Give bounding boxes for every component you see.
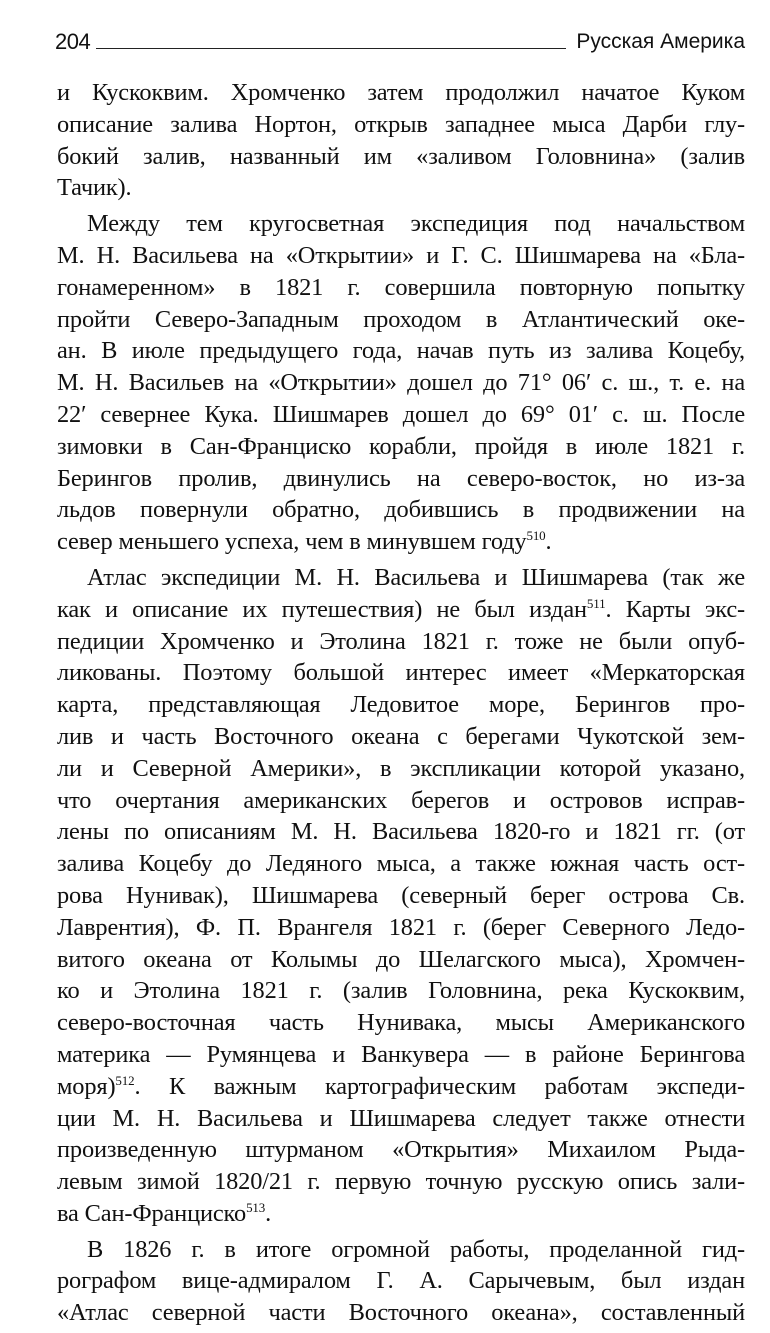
text-line: северо-восточная часть Нунивака, мысы Американского xyxy=(57,1009,745,1037)
text-line: Тачик). xyxy=(57,174,132,202)
text-line: ан. В июле предыдущего года, начав путь из залива Коцебу, xyxy=(57,337,745,365)
text-line: В 1826 г. в итоге огромной работы, проделанной гид- xyxy=(87,1235,745,1263)
text-line xyxy=(57,594,745,626)
paragraph-1 xyxy=(57,77,745,204)
running-title: Русская Америка xyxy=(576,30,745,53)
text-fragment: . Карты экс- xyxy=(605,595,745,623)
body-text xyxy=(57,77,745,1333)
text-line xyxy=(57,1071,745,1103)
text-line: гонамеренном» в 1821 г. совершила повторную попытку xyxy=(57,273,745,301)
text-line: рографом вице-адмиралом Г. А. Сарычевым, был издан xyxy=(57,1267,745,1295)
text-line: «Атлас северной части Восточного океана», составленный xyxy=(57,1299,745,1327)
text-line: 22′ севернее Кука. Шишмарев дошел до 69° 01′ с. ш. После xyxy=(57,400,745,428)
footnote-ref: 512 xyxy=(115,1072,135,1088)
text-line: бокий залив, названный им «заливом Головнина» (залив xyxy=(57,142,745,170)
text-line: витого океана от Колымы до Шелагского мыса), Хромчен- xyxy=(57,945,745,973)
text-line: педиции Хромченко и Этолина 1821 г. тоже не были опуб- xyxy=(57,627,745,655)
text-line: карта, представляющая Ледовитое море, Берингов про- xyxy=(57,691,745,719)
text-line: залива Коцебу до Ледяного мыса, а также южная часть ост- xyxy=(57,850,745,878)
text-line: Атлас экспедиции М. Н. Васильева и Шишмарева (так же xyxy=(87,563,745,591)
footnote-ref: 510 xyxy=(526,528,546,544)
text-line: ко и Этолина 1821 г. (залив Головнина, река Кускоквим, xyxy=(57,977,745,1005)
text-line: произведенную штурманом «Открытия» Михаилом Рыда- xyxy=(57,1136,745,1164)
text-line: ли и Северной Америки», в экспликации которой указано, xyxy=(57,754,745,782)
text-fragment: ва Сан-Франциско xyxy=(57,1199,247,1227)
text-line: лив и часть Восточного океана с берегами Чукотской зем- xyxy=(57,722,745,750)
text-line: пройти Северо-Западным проходом в Атлантический оке- xyxy=(57,305,745,333)
text-fragment: . xyxy=(265,1199,272,1227)
text-line: и Кускоквим. Хромченко затем продолжил начатое Куком xyxy=(57,79,745,106)
footnote-ref: 511 xyxy=(586,595,606,611)
text-fragment: как и описание их путешествия) не был издан xyxy=(57,595,587,623)
text-line: зимовки в Сан-Франциско корабли, пройдя в июле 1821 г. xyxy=(57,432,745,460)
text-line: описание залива Нортон, открыв западнее мыса Дарби глу- xyxy=(57,110,745,138)
page-number: 204 xyxy=(55,29,91,54)
paragraph-2 xyxy=(57,208,745,558)
text-line: льдов повернули обратно, добившись в продвижении на xyxy=(57,496,745,524)
text-line: М. Н. Васильева на «Открытии» и Г. С. Шишмарева на «Бла- xyxy=(57,241,745,269)
text-fragment: север меньшего успеха, чем в минувшем году xyxy=(57,528,527,556)
text-line: М. Н. Васильев на «Открытии» дошел до 71° 06′ с. ш., т. е. на xyxy=(57,369,745,397)
paragraph-3 xyxy=(57,562,745,1230)
text-line: рова Нунивак), Шишмарева (северный берег острова Св. xyxy=(57,881,745,909)
text-line: Берингов пролив, двинулись на северо-восток, но из-за xyxy=(57,464,745,492)
text-line: лены по описаниям М. Н. Васильева 1820-го и 1821 гг. (от xyxy=(57,818,745,846)
text-line: что очертания американских берегов и островов исправ- xyxy=(57,786,745,814)
header-rule xyxy=(96,48,566,49)
text-line: материка — Румянцева и Ванкувера — в районе Берингова xyxy=(57,1040,745,1068)
page-header xyxy=(55,20,745,54)
text-line xyxy=(57,1198,745,1230)
footnote-ref: 513 xyxy=(246,1199,266,1215)
text-fragment: моря) xyxy=(57,1072,116,1100)
text-fragment: . К важным картографическим работам экспеди- xyxy=(134,1072,745,1100)
text-line: север меньшего успеха, чем в минувшем году$^{510}$. xyxy=(57,528,552,556)
paragraph-4 xyxy=(57,1234,745,1329)
text-line: ликованы. Поэтому большой интерес имеет «Меркаторская xyxy=(57,659,745,687)
text-line: ции М. Н. Васильева и Шишмарева следует также отнести xyxy=(57,1104,745,1132)
text-line: левым зимой 1820/21 г. первую точную русскую опись зали- xyxy=(57,1168,745,1196)
text-line: Между тем кругосветная экспедиция под начальством xyxy=(87,210,745,238)
text-line: Лаврентия), Ф. П. Врангеля 1821 г. (берег Северного Ледо- xyxy=(57,913,745,941)
